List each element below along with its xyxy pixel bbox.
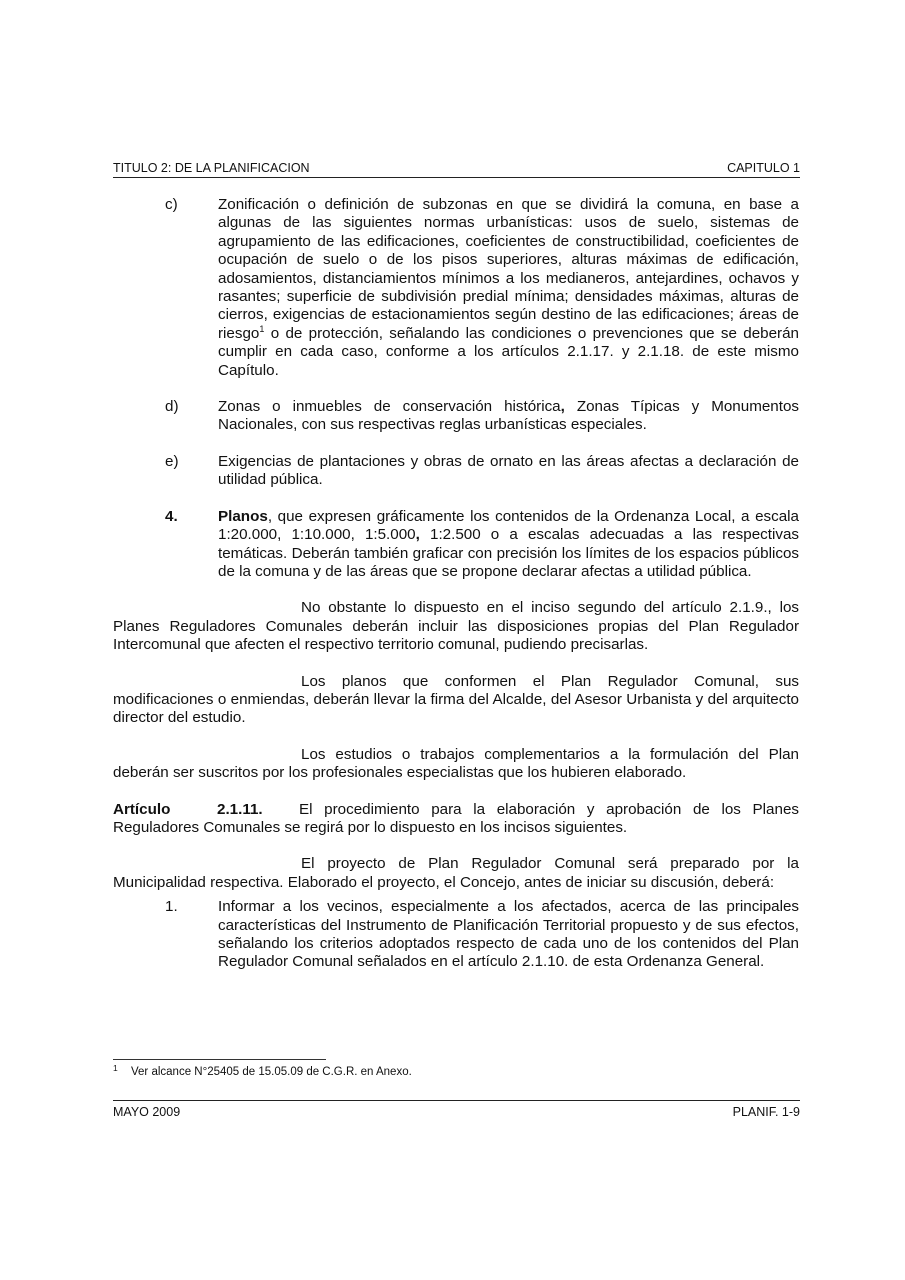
item-text — [218, 196, 799, 380]
list-item-d — [113, 398, 799, 435]
header-title: TITULO 2: DE LA PLANIFICACION — [113, 161, 310, 175]
header-chapter: CAPITULO 1 — [727, 161, 800, 175]
paragraph-estudios: Los estudios o trabajos complementarios a la formulación del Plan deberán ser suscritos por los profesionales especialistas que los hubieren elaborado. — [113, 745, 799, 782]
document-body — [113, 196, 799, 972]
item-text-part: Zonas o inmuebles de conservación histórica — [218, 398, 561, 416]
item-label: e) — [165, 452, 179, 470]
item-text — [218, 398, 799, 435]
footnote-divider — [113, 1059, 326, 1060]
item-text-part: Zonificación o definición de subzonas en que se dividirá la comuna, en base a algunas de las siguientes normas urbanísticas: usos de suelo, sistemas de agrupamiento de las edificaciones, coeficientes de constructibilidad, coeficientes de ocupación de suelo o de los pisos superiores, alturas máximas de edificación, adosamientos, distanciamientos mínimos a los medianeros, antejardines, ochavos y rasantes; superficie de subdivisión predial mínima; densidades máximas, alturas de cierros, exigencias de estacionamientos según destino de las edificaciones; áreas de riesgo — [218, 196, 799, 342]
list-item-e — [113, 453, 799, 490]
item-label: 1. — [165, 898, 178, 916]
item-text-part: o de protección, señalando las condiciones o prevenciones que se deberán cumplir en cada caso, conforme a los artículos 2.1.17. y 2.1.18. de este mismo Capítulo. — [218, 324, 799, 379]
item-text: Exigencias de plantaciones y obras de ornato en las áreas afectas a declaración de utilidad pública. — [218, 452, 799, 489]
footnote-reference: 1 — [259, 323, 265, 334]
item-text-part: 1:2.500 o a escalas adecuadas a las respectivas temáticas. Deberán también graficar con precisión los límites de los espacios públicos de la comuna y de las áreas que se propone declarar afectas a utilidad pública. — [218, 526, 799, 580]
footnote-mark: 1 — [113, 1063, 118, 1073]
footer-page-number: PLANIF. 1-9 — [732, 1105, 800, 1119]
page-header — [113, 161, 800, 178]
paragraph-plan-intercomunal: No obstante lo dispuesto en el inciso segundo del artículo 2.1.9., los Planes Reguladores Comunales deberán incluir las disposiciones propias del Plan Regulador Intercomunal que afecten el respectivo territorio comunal, pudiendo precisarlas. — [113, 599, 799, 654]
article-number: 2.1.11. — [217, 800, 263, 818]
paragraph-planos-firma: Los planos que conformen el Plan Regulador Comunal, sus modificaciones o enmiendas, deberán llevar la firma del Alcalde, del Asesor Urbanista y del arquitecto director del estudio. — [113, 672, 799, 727]
item-text — [218, 508, 799, 582]
article-text: El procedimiento para la elaboración y aprobación de los Planes Reguladores Comunales se regirá por lo dispuesto en los incisos siguientes. — [113, 800, 799, 836]
footnote-text: Ver alcance N°25405 de 15.05.09 de C.G.R. en Anexo. — [131, 1066, 412, 1078]
footer-date: MAYO 2009 — [113, 1105, 181, 1119]
paragraph-proyecto: El proyecto de Plan Regulador Comunal será preparado por la Municipalidad respectiva. Elaborado el proyecto, el Concejo, antes de iniciar su discusión, deberá: — [113, 855, 799, 891]
item-label: 4. — [165, 507, 178, 525]
bold-comma: , — [415, 526, 420, 544]
item-label: c) — [165, 196, 178, 213]
item-text-part: , que expresen gráficamente los contenidos de la Ordenanza Local, a escala 1:20.000, 1:10.000, 1:5.000 — [218, 507, 799, 544]
list-item-1 — [113, 898, 799, 972]
item-text: Informar a los vecinos, especialmente a los afectados, acerca de las principales características del Instrumento de Planificación Territorial propuesto y de sus efectos, señalando los criterios adoptados respecto de cada uno de los contenidos del Plan Regulador Comunal señalados en el artículo 2.1.10. de esta Ordenanza General. — [218, 898, 799, 971]
item-text-part: Zonas Típicas y Monumentos Nacionales, con sus respectivas reglas urbanísticas especiales. — [218, 398, 800, 434]
item-term: Planos — [218, 507, 268, 525]
bold-comma: , — [560, 398, 565, 416]
article-label: Artículo — [113, 800, 171, 818]
item-label: d) — [165, 398, 179, 416]
list-item-c — [113, 196, 799, 380]
page-footer — [113, 1100, 800, 1119]
article-2-1-11 — [113, 801, 799, 838]
list-item-4 — [113, 508, 799, 582]
